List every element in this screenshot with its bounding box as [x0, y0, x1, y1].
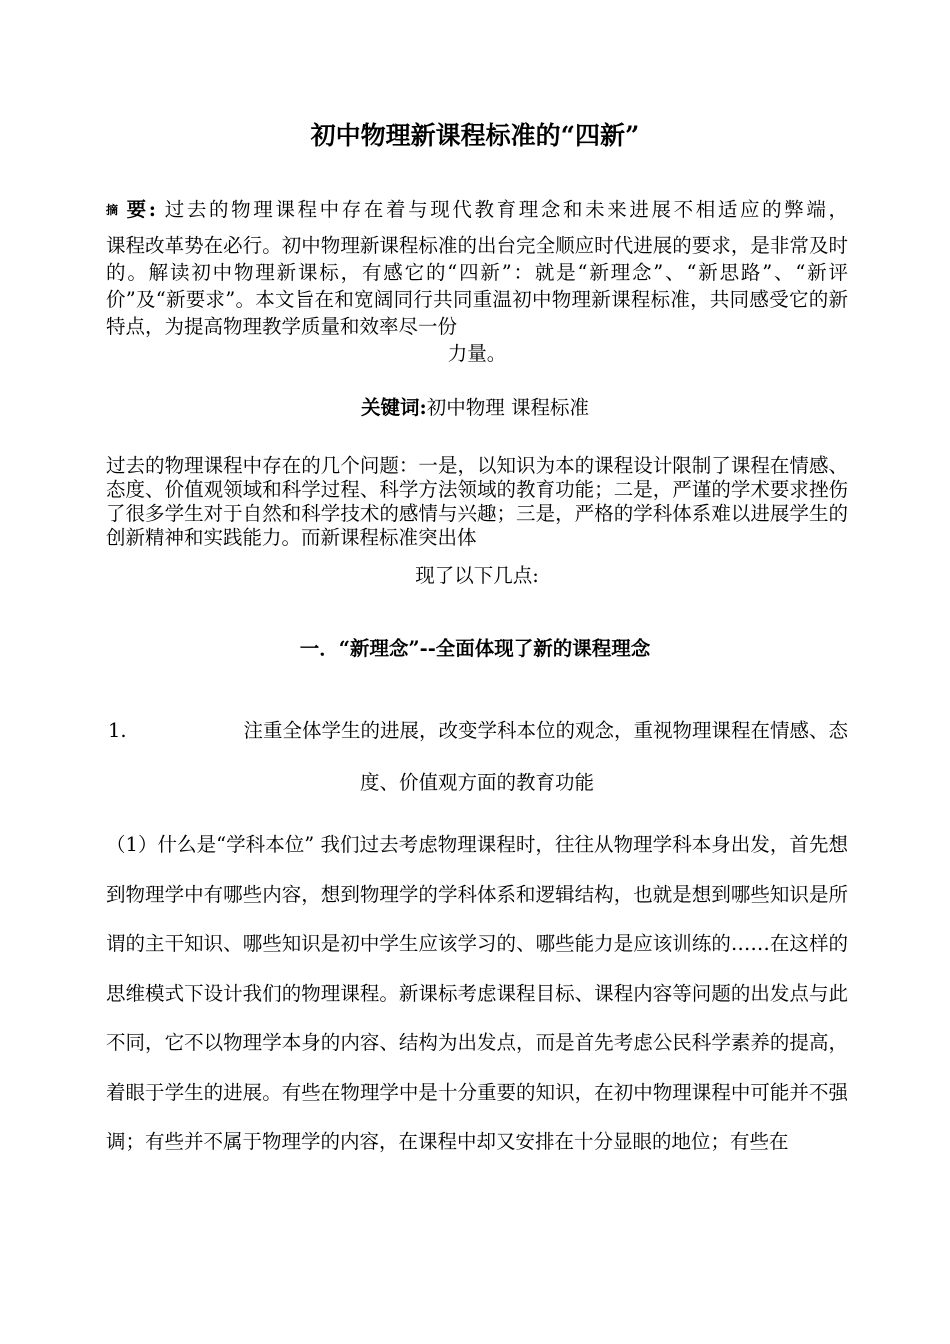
- subheading: [106, 705, 848, 809]
- keywords-line: [0, 394, 950, 422]
- intro-body: 过去的物理课程中存在的几个问题：一是，以知识为本的课程设计限制了课程在情感、态度、价值观领域和科学过程、科学方法领域的教育功能；二是，严谨的学术要求挫伤了很多学生对于自然和科学技术的感情与兴趣；三是，严格的学科体系难以进展学生的创新精神和实践能力。而新课程标准突出体: [106, 454, 848, 549]
- keywords-label: 关键词:: [361, 396, 427, 419]
- section-heading: 一．“新理念”--全面体现了新的课程理念: [299, 637, 651, 660]
- keywords-value: 初中物理 课程标准: [426, 396, 589, 419]
- subheading-line-1-text: 注重全体学生的进展，改变学科本位的观念，重视物理课程在情感、态: [243, 719, 848, 742]
- abstract-first-line: [106, 196, 848, 224]
- subheading-number: 1.: [108, 719, 127, 742]
- abstract-label-small: 摘: [106, 203, 121, 217]
- body-paragraph: （1）什么是“学科本位” 我们过去考虑物理课程时，往往从物理学科本身出发，首先想到物理学中有哪些内容，想到物理学的学科体系和逻辑结构，也就是想到哪些知识是所谓的主干知识、哪些知识是初中学生应该学习的、哪些能力是应该训练的……在这样的思维模式下设计我们的物理课程。新课标考虑课程目标、课程内容等问题的出发点与此不同，它不以物理学本身的内容、结构为出发点，而是首先考虑公民科学素养的提高，着眼于学生的进展。有些在物理学中是十分重要的知识，在初中物理课程中可能并不强调；有些并不属于物理学的内容，在课程中却又安排在十分显眼的地位；有些在: [106, 833, 848, 1153]
- abstract-last-line: 力量。: [447, 342, 507, 365]
- abstract-section: [106, 196, 848, 367]
- abstract-label: 要:: [126, 198, 156, 221]
- abstract-body: 课程改革势在必行。初中物理新课程标准的出台完全顺应时代进展的要求，是非常及时的。解读初中物理新课标，有感它的“四新”：就是“新理念”、“新思路”、“新评价”及“新要求”。本文旨在和宽阔同行共同重温初中物理新课程标准，共同感受它的新特点，为提高物理教学质量和效率尽一份: [106, 234, 848, 338]
- subheading-line-1: [106, 705, 848, 757]
- intro-last-line: 现了以下几点:: [415, 564, 539, 587]
- abstract-first-line-text: 过去的物理课程中存在着与现代教育理念和未来进展不相适应的弊端，: [164, 198, 848, 221]
- intro-section: [106, 454, 848, 590]
- subheading-line-2: 度、价值观方面的教育功能: [359, 771, 594, 794]
- document-title: 初中物理新课程标准的“四新”: [310, 121, 640, 150]
